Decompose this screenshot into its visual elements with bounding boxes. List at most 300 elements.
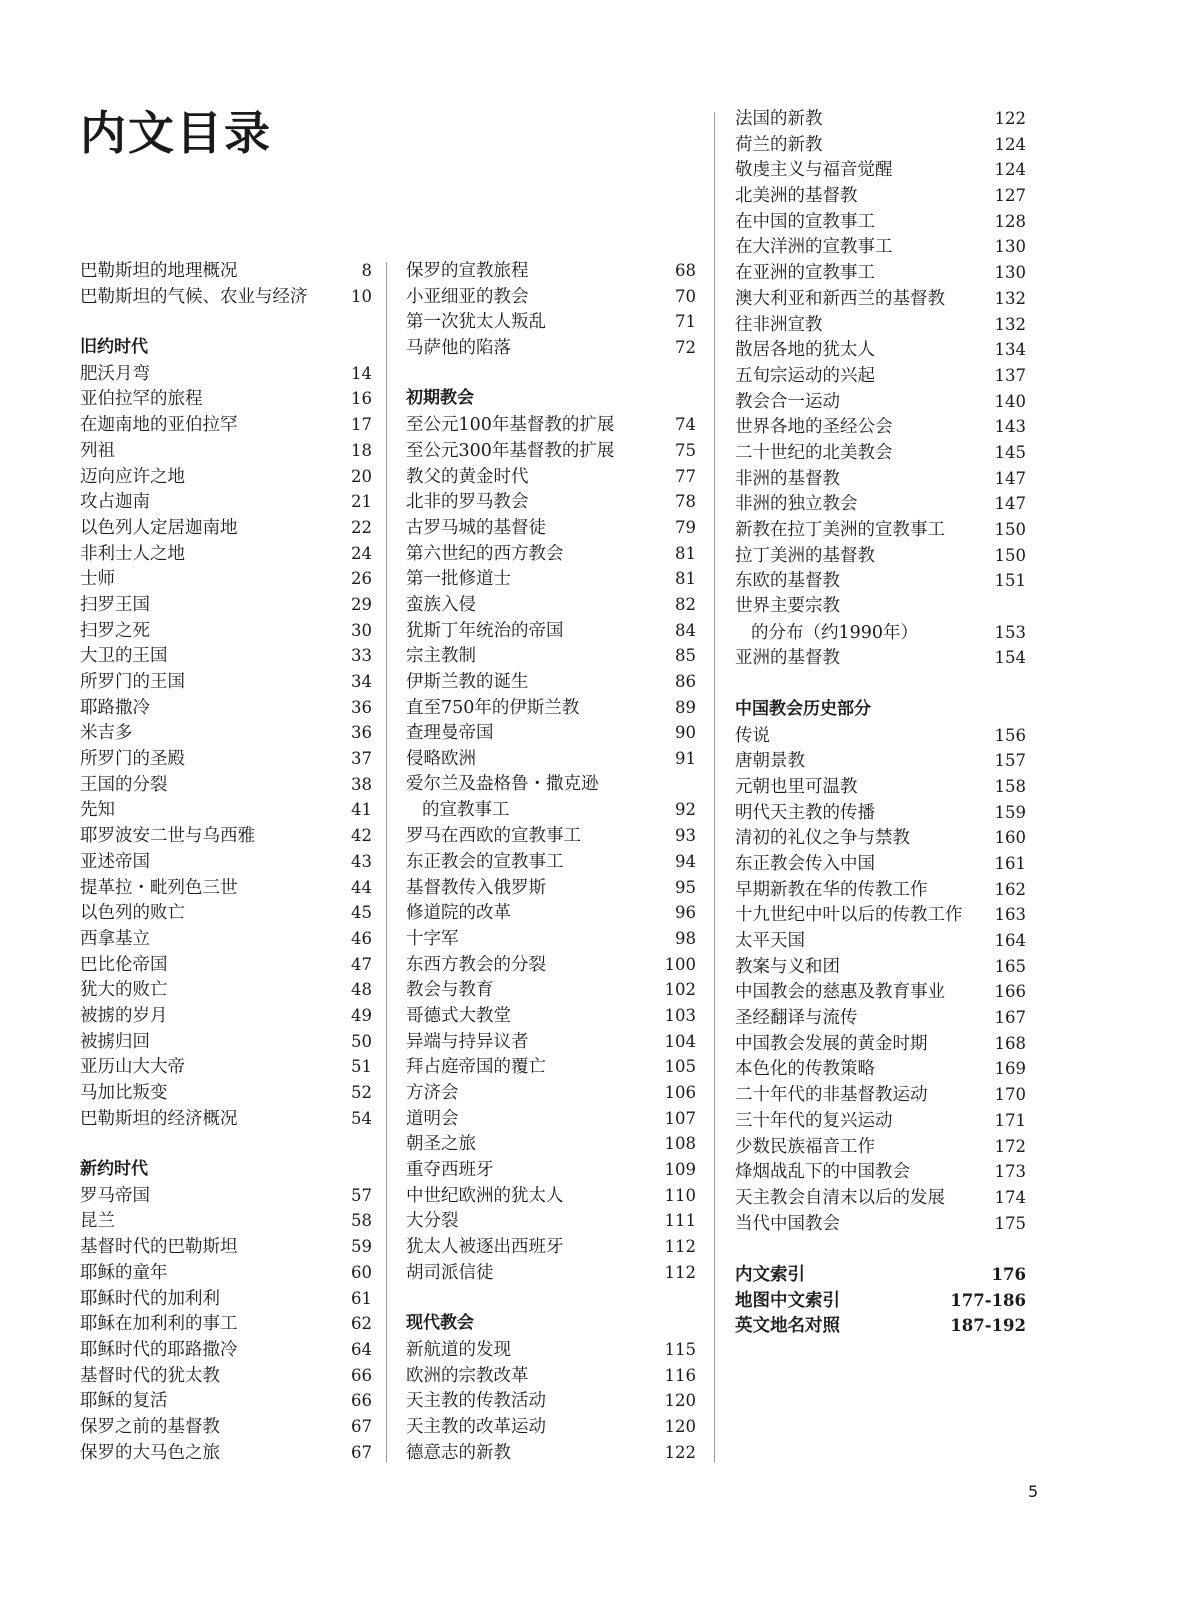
toc-entry-title: 肥沃月弯 [80, 363, 150, 384]
toc-entry-page: 79 [675, 517, 696, 537]
toc-entry-title: 北非的罗马教会 [406, 492, 529, 513]
section-spacer [80, 309, 372, 335]
section-heading-label: 旧约时代 [80, 337, 148, 358]
toc-entry [735, 106, 1026, 132]
toc-entry [80, 669, 372, 695]
toc-entry-page: 50 [351, 1031, 372, 1051]
toc-entry-page: 82 [675, 594, 696, 614]
toc-entry-title: 第一批修道士 [406, 569, 511, 590]
toc-entry [735, 568, 1026, 594]
toc-entry [735, 594, 1026, 620]
toc-entry-page: 122 [994, 109, 1026, 128]
toc-entry-page: 106 [664, 1083, 696, 1102]
toc-entry [80, 1388, 372, 1414]
toc-entry-page: 10 [351, 286, 372, 306]
toc-entry-page: 54 [351, 1108, 372, 1128]
toc-entry-title: 耶稣在加利利的事工 [80, 1314, 238, 1335]
toc-entry [406, 1440, 696, 1466]
toc-entry [406, 1337, 696, 1363]
toc-entry-page: 42 [351, 826, 372, 846]
section-heading [406, 1311, 696, 1337]
toc-entry-title: 法国的新教 [735, 109, 823, 129]
toc-entry [80, 464, 372, 490]
toc-entry-title: 保罗的大马色之旅 [80, 1442, 220, 1463]
toc-entry-title: 至公元100年基督教的扩展 [406, 415, 615, 436]
toc-entry [735, 851, 1026, 877]
toc-entry-title: 方济会 [406, 1083, 459, 1103]
toc-entry [406, 438, 696, 464]
toc-entry-page: 57 [351, 1185, 372, 1205]
toc-entry-title: 重夺西班牙 [406, 1160, 494, 1181]
toc-entry [406, 746, 696, 772]
toc-entry-page: 134 [994, 340, 1026, 360]
toc-entry-page: 169 [994, 1059, 1026, 1079]
toc-entry-page: 58 [351, 1211, 372, 1231]
toc-entry-page: 161 [994, 853, 1026, 873]
toc-entry-page: 66 [351, 1365, 372, 1385]
toc-entry-page: 147 [994, 494, 1026, 514]
toc-entry-title: 巴勒斯坦的经济概况 [80, 1108, 238, 1129]
toc-entry-page: 91 [675, 749, 696, 769]
toc-entry-title: 马萨他的陷落 [406, 338, 511, 359]
toc-entry-title: 至公元300年基督教的扩展 [406, 440, 615, 461]
toc-entry-title: 基督教传入俄罗斯 [406, 877, 546, 898]
toc-entry-title: 耶罗波安二世与乌西雅 [80, 826, 255, 847]
toc-entry-title: 王国的分裂 [80, 774, 168, 795]
toc-entry-page: 67 [351, 1442, 372, 1462]
toc-entry-page: 67 [351, 1416, 372, 1436]
toc-entry-page: 20 [351, 466, 372, 486]
toc-entry-title: 第六世纪的西方教会 [406, 543, 564, 564]
toc-entry-title: 十字军 [406, 928, 459, 949]
toc-entry-title: 马加比叛变 [80, 1083, 168, 1103]
toc-entry-page: 151 [994, 571, 1026, 591]
toc-entry [406, 309, 696, 335]
toc-entry [406, 823, 696, 849]
toc-entry-page: 29 [351, 594, 372, 614]
toc-entry [735, 800, 1026, 826]
toc-entry-page: 115 [664, 1339, 696, 1359]
toc-entry [80, 695, 372, 721]
toc-entry-title: 保罗之前的基督教 [80, 1416, 220, 1437]
toc-entry-title: 迈向应许之地 [80, 466, 185, 487]
toc-entry [735, 234, 1026, 260]
toc-entry-page: 71 [675, 312, 696, 332]
toc-entry-title: 二十世纪的北美教会 [735, 442, 893, 463]
section-spacer [406, 1286, 696, 1312]
toc-entry [80, 284, 372, 310]
toc-entry-page: 130 [994, 263, 1026, 283]
toc-entry-page: 81 [675, 543, 696, 563]
toc-entry [80, 566, 372, 592]
toc-entry-title: 耶路撒冷 [80, 697, 150, 718]
toc-entry-page: 157 [994, 751, 1026, 771]
toc-entry [80, 797, 372, 823]
toc-entry-title: 西拿基立 [80, 928, 150, 949]
toc-entry [80, 643, 372, 669]
toc-entry-title: 耶稣时代的耶路撒冷 [80, 1339, 238, 1360]
toc-entry-page: 105 [664, 1057, 696, 1077]
toc-entry-page: 100 [664, 954, 696, 974]
toc-entry [406, 952, 696, 978]
toc-entry-page: 124 [994, 134, 1026, 154]
toc-entry-page: 61 [351, 1288, 372, 1308]
toc-entry [735, 748, 1026, 774]
toc-entry-title: 先知 [80, 800, 115, 821]
toc-entry-title: 十九世纪中叶以后的传教工作 [735, 905, 963, 926]
toc-entry-title: 亚洲的基督教 [735, 648, 840, 669]
toc-entry-title: 伊斯兰教的诞生 [406, 672, 529, 692]
toc-entry-page: 111 [664, 1211, 696, 1231]
toc-entry-title: 教会合一运动 [735, 391, 840, 412]
toc-entry-page: 81 [675, 569, 696, 589]
toc-entry [735, 517, 1026, 543]
toc-entry-page: 17 [351, 415, 372, 435]
toc-entry-page: 66 [351, 1391, 372, 1411]
toc-entry-page: 95 [675, 877, 696, 897]
toc-entry [80, 1414, 372, 1440]
toc-entry [406, 643, 696, 669]
toc-entry-page: 62 [351, 1314, 372, 1334]
toc-entry [406, 1208, 696, 1234]
toc-entry [80, 900, 372, 926]
section-spacer [406, 361, 696, 387]
toc-entry-page: 92 [675, 800, 696, 820]
toc-entry-page: 89 [675, 697, 696, 717]
toc-entry-page: 49 [351, 1005, 372, 1025]
toc-entry-title: 中国教会的慈惠及教育事业 [735, 982, 945, 1003]
toc-entry [406, 258, 696, 284]
toc-entry-title: 罗马在西欧的宣教事工 [406, 826, 581, 847]
toc-entry-page: 52 [351, 1083, 372, 1102]
toc-entry-title: 被掳归回 [80, 1031, 150, 1052]
toc-entry-title: 耶稣的复活 [80, 1391, 168, 1412]
toc-entry [80, 849, 372, 875]
toc-entry-page: 170 [994, 1085, 1026, 1105]
toc-entry [80, 592, 372, 618]
toc-entry-title: 在迦南地的亚伯拉罕 [80, 415, 238, 436]
toc-entry-page: 21 [351, 492, 372, 512]
toc-entry-title: 道明会 [406, 1108, 459, 1129]
toc-entry-page: 36 [351, 697, 372, 717]
toc-entry-title: 哥德式大教堂 [406, 1005, 511, 1026]
toc-entry-page: 110 [664, 1185, 696, 1205]
section-spacer [80, 1131, 372, 1157]
toc-entry-page: 85 [675, 646, 696, 666]
toc-entry-page: 130 [994, 237, 1026, 257]
toc-entry [80, 489, 372, 515]
toc-entry-title: 太平天国 [735, 931, 805, 951]
toc-entry-title: 朝圣之旅 [406, 1134, 476, 1155]
toc-entry-page: 36 [351, 723, 372, 743]
toc-entry-page: 60 [351, 1262, 372, 1282]
toc-entry-page: 93 [675, 826, 696, 846]
toc-entry-page: 174 [994, 1187, 1026, 1207]
toc-entry [406, 592, 696, 618]
toc-entry-page: 107 [664, 1108, 696, 1128]
toc-entry-title: 五旬宗运动的兴起 [735, 365, 875, 386]
toc-entry [406, 1029, 696, 1055]
toc-entry-title: 拜占庭帝国的覆亡 [406, 1057, 546, 1078]
toc-entry-title: 东正教会传入中国 [735, 853, 875, 874]
toc-entry-title: 犹斯丁年统治的帝国 [406, 620, 564, 641]
page-number: 5 [1028, 1482, 1039, 1501]
toc-entry [735, 209, 1026, 235]
toc-entry-title: 教父的黄金时代 [406, 466, 529, 487]
toc-entry-title: 敬虔主义与福音觉醒 [735, 160, 893, 181]
toc-entry [735, 1056, 1026, 1082]
toc-entry [735, 877, 1026, 903]
toc-entry-page: 137 [994, 365, 1026, 385]
toc-entry-page: 175 [994, 1213, 1026, 1233]
toc-entry-title: 非洲的独立教会 [735, 494, 858, 515]
toc-entry [406, 1260, 696, 1286]
toc-entry-page: 94 [675, 851, 696, 871]
toc-entry-title: 侵略欧洲 [406, 749, 476, 770]
toc-entry-title: 亚伯拉罕的旅程 [80, 389, 203, 410]
toc-entry [80, 875, 372, 901]
toc-entry [406, 926, 696, 952]
toc-entry-page: 16 [351, 389, 372, 409]
toc-entry-page: 112 [664, 1237, 696, 1257]
toc-entry [735, 363, 1026, 389]
toc-entry [406, 284, 696, 310]
toc-entry [406, 1388, 696, 1414]
toc-entry-page: 154 [994, 648, 1026, 668]
toc-entry [735, 1262, 1026, 1288]
toc-entry [406, 515, 696, 541]
toc-entry-title: 世界主要宗教 [735, 596, 840, 617]
toc-entry-title: 耶稣的童年 [80, 1262, 168, 1283]
toc-entry-page: 103 [664, 1005, 696, 1025]
toc-entry-title: 大卫的王国 [80, 646, 168, 667]
toc-entry-page: 64 [351, 1339, 372, 1359]
toc-entry [406, 875, 696, 901]
toc-entry [80, 258, 372, 284]
toc-entry-page: 153 [994, 622, 1026, 642]
toc-entry-title: 清初的礼仪之争与禁教 [735, 828, 910, 849]
toc-entry-title: 宗主教制 [406, 646, 476, 667]
toc-entry [406, 669, 696, 695]
toc-entry [80, 926, 372, 952]
page-title: 内文目录 [80, 106, 272, 160]
toc-entry-page: 44 [351, 877, 372, 897]
toc-entry [735, 1159, 1026, 1185]
toc-entry [406, 900, 696, 926]
section-spacer [735, 1236, 1026, 1262]
toc-entry [735, 543, 1026, 569]
toc-entry [735, 337, 1026, 363]
toc-entry-title: 大分裂 [406, 1211, 459, 1232]
toc-entry [406, 772, 696, 798]
toc-entry-page: 160 [994, 828, 1026, 848]
section-heading [406, 386, 696, 412]
toc-entry-title: 扫罗之死 [80, 620, 150, 641]
toc-entry-title: 古罗马城的基督徒 [406, 517, 546, 538]
toc-entry [735, 466, 1026, 492]
toc-entry [406, 1414, 696, 1440]
toc-entry-title: 米吉多 [80, 723, 133, 744]
toc-entry-title: 英文地名对照 [735, 1316, 840, 1337]
toc-entry-page: 84 [675, 620, 696, 640]
toc-entry [735, 928, 1026, 954]
toc-entry-title: 爱尔兰及盎格鲁・撒克逊 [406, 773, 599, 794]
toc-entry [80, 746, 372, 772]
toc-entry-title: 修道院的改革 [406, 903, 511, 924]
toc-entry-page: 41 [351, 800, 372, 820]
toc-entry [735, 645, 1026, 671]
toc-entry [735, 286, 1026, 312]
toc-entry-title: 荷兰的新教 [735, 134, 823, 155]
toc-entry [406, 412, 696, 438]
toc-entry-title: 烽烟战乱下的中国教会 [735, 1162, 910, 1183]
toc-entry-page: 150 [994, 520, 1026, 539]
toc-entry-page: 120 [664, 1391, 696, 1411]
toc-entry [406, 1131, 696, 1157]
toc-entry-title: 中世纪欧洲的犹太人 [406, 1185, 564, 1206]
toc-entry-title: 巴勒斯坦的地理概况 [80, 261, 238, 281]
toc-entry-title: 传说 [735, 725, 770, 746]
toc-entry-page: 156 [994, 725, 1026, 745]
toc-entry-title: 犹大的败亡 [80, 980, 168, 1001]
toc-entry [735, 491, 1026, 517]
toc-entry-page: 77 [675, 466, 696, 486]
toc-entry-page: 128 [994, 211, 1026, 231]
toc-entry-page: 47 [351, 954, 372, 974]
toc-entry-page: 177-186 [950, 1290, 1026, 1310]
toc-entry-page: 68 [675, 261, 696, 280]
toc-entry-page: 14 [351, 363, 372, 383]
toc-entry [406, 1234, 696, 1260]
toc-entry [735, 620, 1026, 646]
toc-entry-page: 164 [994, 931, 1026, 950]
toc-entry-page: 132 [994, 288, 1026, 308]
toc-entry-page: 150 [994, 545, 1026, 565]
toc-entry-page: 102 [664, 980, 696, 1000]
toc-entry-title: 拉丁美洲的基督教 [735, 545, 875, 566]
toc-entry [80, 823, 372, 849]
toc-entry-page: 176 [991, 1264, 1026, 1284]
section-spacer [735, 671, 1026, 697]
toc-entry-page: 38 [351, 774, 372, 794]
toc-entry [735, 132, 1026, 158]
toc-entry-page: 171 [994, 1110, 1026, 1130]
toc-entry-title: 胡司派信徒 [406, 1262, 494, 1283]
toc-entry [735, 1185, 1026, 1211]
toc-entry [406, 489, 696, 515]
toc-entry-title: 巴比伦帝国 [80, 954, 168, 975]
toc-entry [80, 1029, 372, 1055]
toc-entry-page: 26 [351, 569, 372, 589]
toc-entry-page: 116 [664, 1365, 696, 1385]
toc-entry-title: 内文索引 [735, 1264, 805, 1285]
toc-entry-title: 直至750年的伊斯兰教 [406, 697, 580, 718]
toc-entry [80, 1260, 372, 1286]
toc-entry [735, 1288, 1026, 1314]
toc-entry-title: 查理曼帝国 [406, 723, 494, 744]
toc-entry-page: 120 [664, 1416, 696, 1436]
toc-entry-title: 新航道的发现 [406, 1339, 511, 1360]
toc-entry [735, 1005, 1026, 1031]
toc-entry-title: 东正教会的宣教事工 [406, 851, 564, 872]
toc-entry-page: 37 [351, 749, 372, 769]
toc-column-2 [406, 258, 696, 1465]
toc-entry [80, 412, 372, 438]
toc-entry [80, 1234, 372, 1260]
toc-entry-page: 24 [351, 543, 372, 563]
toc-entry [80, 1363, 372, 1389]
toc-entry [80, 1080, 372, 1106]
toc-entry-title: 二十年代的非基督教运动 [735, 1085, 928, 1106]
toc-entry-title: 扫罗王国 [80, 594, 150, 615]
section-heading [80, 335, 372, 361]
toc-entry [80, 1286, 372, 1312]
toc-entry-title: 列祖 [80, 440, 115, 461]
toc-entry-title: 昆兰 [80, 1211, 115, 1232]
toc-entry-title: 散居各地的犹太人 [735, 340, 875, 361]
toc-entry-page: 173 [994, 1162, 1026, 1182]
toc-entry-title: 元朝也里可温教 [735, 776, 858, 797]
toc-entry-page: 109 [664, 1160, 696, 1180]
toc-entry [80, 977, 372, 1003]
toc-entry [735, 183, 1026, 209]
toc-entry-title: 所罗门的王国 [80, 672, 185, 692]
toc-entry-title: 本色化的传教策略 [735, 1059, 875, 1080]
toc-entry-page: 165 [994, 956, 1026, 976]
column-divider [714, 112, 715, 1462]
toc-entry-title: 亚述帝国 [80, 851, 150, 872]
toc-entry-title: 三十年代的复兴运动 [735, 1110, 893, 1131]
toc-entry-page: 30 [351, 620, 372, 640]
toc-entry-page: 145 [994, 442, 1026, 462]
toc-entry [80, 1208, 372, 1234]
toc-entry-title: 基督时代的犹太教 [80, 1365, 220, 1386]
toc-entry-page: 22 [351, 517, 372, 537]
section-heading [735, 697, 1026, 723]
toc-entry [80, 952, 372, 978]
toc-entry [735, 1082, 1026, 1108]
toc-entry-page: 162 [994, 879, 1026, 899]
toc-entry-page: 75 [675, 440, 696, 460]
toc-entry-title: 攻占迦南 [80, 492, 150, 513]
toc-entry [406, 464, 696, 490]
toc-entry [735, 414, 1026, 440]
toc-entry [735, 825, 1026, 851]
toc-entry-title: 罗马帝国 [80, 1185, 150, 1206]
toc-entry-page: 124 [994, 160, 1026, 180]
section-heading-label: 新约时代 [80, 1159, 148, 1180]
toc-entry-title: 在中国的宣教事工 [735, 211, 875, 232]
toc-entry-title: 澳大利亚和新西兰的基督教 [735, 288, 945, 309]
toc-entry [80, 720, 372, 746]
toc-entry [735, 1031, 1026, 1057]
toc-entry-title: 天主教会自清末以后的发展 [735, 1187, 945, 1208]
toc-entry [80, 618, 372, 644]
toc-entry-title: 教案与义和团 [735, 956, 840, 977]
toc-entry-page: 143 [994, 417, 1026, 437]
toc-entry [406, 1157, 696, 1183]
toc-entry-title: 世界各地的圣经公会 [735, 417, 893, 438]
toc-entry-title: 第一次犹太人叛乱 [406, 312, 546, 333]
toc-entry [80, 541, 372, 567]
toc-entry-title: 的分布（约1990年） [751, 622, 919, 643]
toc-column-3 [735, 106, 1026, 1339]
toc-entry-page: 122 [664, 1442, 696, 1462]
toc-entry-title: 往非洲宣教 [735, 314, 823, 335]
section-heading-label: 初期教会 [406, 388, 474, 409]
toc-entry-title: 异端与持异议者 [406, 1031, 529, 1052]
toc-entry-page: 167 [994, 1008, 1026, 1028]
